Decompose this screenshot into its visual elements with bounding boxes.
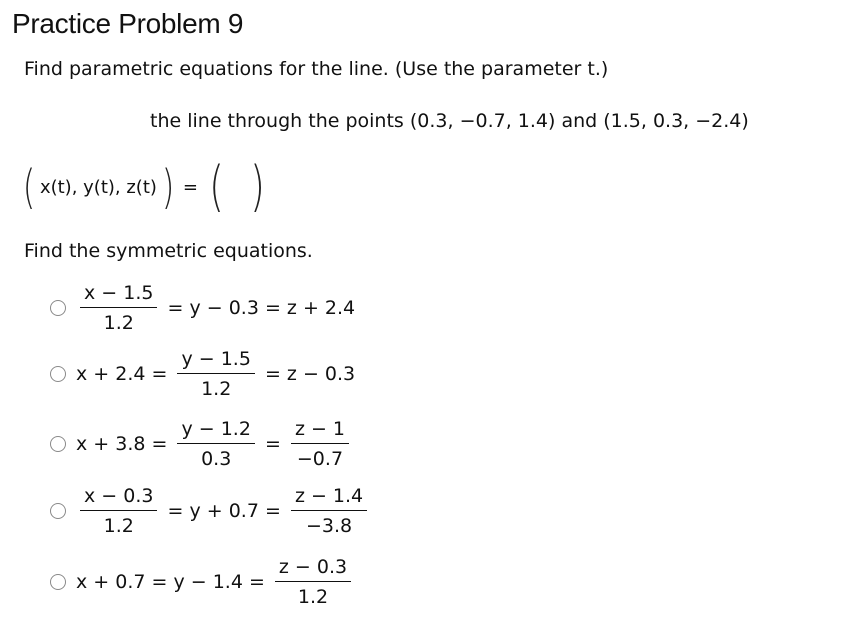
symmetric-heading: Find the symmetric equations.	[24, 240, 313, 262]
option-3[interactable]	[50, 418, 353, 470]
fraction-denominator: 1.2	[103, 312, 134, 334]
option-1[interactable]	[50, 282, 355, 334]
instruction-text: Find parametric equations for the line. (Use the parameter t.)	[24, 58, 609, 80]
option-text: = y − 0.3 = z + 2.4	[161, 297, 356, 319]
fraction-numerator: z − 0.3	[275, 556, 351, 582]
radio-button[interactable]	[50, 366, 66, 382]
fraction-denominator: 1.2	[103, 515, 134, 537]
fraction	[177, 348, 254, 400]
option-text: = z − 0.3	[258, 363, 356, 385]
option-text: x + 0.7 = y − 1.4 =	[76, 571, 271, 593]
equals-sign: =	[182, 176, 198, 198]
radio-button[interactable]	[50, 503, 66, 519]
fraction-numerator: y − 1.2	[177, 418, 254, 444]
fraction	[291, 485, 367, 537]
radio-button[interactable]	[50, 436, 66, 452]
page-title: Practice Problem 9	[12, 8, 244, 39]
answer-left-paren-icon: (	[209, 155, 224, 218]
parametric-answer-input[interactable]	[206, 155, 268, 218]
option-text: =	[258, 433, 287, 455]
right-paren-icon: )	[161, 160, 175, 214]
option-5[interactable]	[50, 556, 355, 608]
left-paren-icon: (	[22, 160, 36, 214]
radio-button[interactable]	[50, 300, 66, 316]
option-4[interactable]	[50, 485, 371, 537]
fraction	[291, 418, 349, 470]
radio-button[interactable]	[50, 574, 66, 590]
problem-statement: the line through the points (0.3, −0.7, 1.4) and (1.5, 0.3, −2.4)	[150, 110, 749, 132]
vector-components: x(t), y(t), z(t)	[39, 176, 157, 198]
option-2[interactable]	[50, 348, 355, 400]
fraction	[275, 556, 351, 608]
fraction	[80, 282, 157, 334]
option-text: x + 3.8 =	[76, 433, 174, 455]
option-text: = y + 0.7 =	[161, 500, 287, 522]
fraction-denominator: 1.2	[297, 586, 329, 608]
fraction	[80, 485, 157, 537]
parametric-answer-row	[20, 157, 268, 217]
fraction-denominator: 1.2	[201, 378, 232, 400]
option-text: x + 2.4 =	[76, 363, 174, 385]
answer-right-paren-icon: )	[250, 155, 265, 218]
fraction-denominator: −0.7	[296, 448, 344, 470]
fraction-numerator: z − 1.4	[291, 485, 367, 511]
fraction	[177, 418, 254, 470]
fraction-numerator: x − 1.5	[80, 282, 157, 308]
fraction-denominator: −3.8	[305, 515, 353, 537]
fraction-numerator: z − 1	[291, 418, 349, 444]
fraction-denominator: 0.3	[201, 448, 232, 470]
fraction-numerator: x − 0.3	[80, 485, 157, 511]
fraction-numerator: y − 1.5	[177, 348, 254, 374]
